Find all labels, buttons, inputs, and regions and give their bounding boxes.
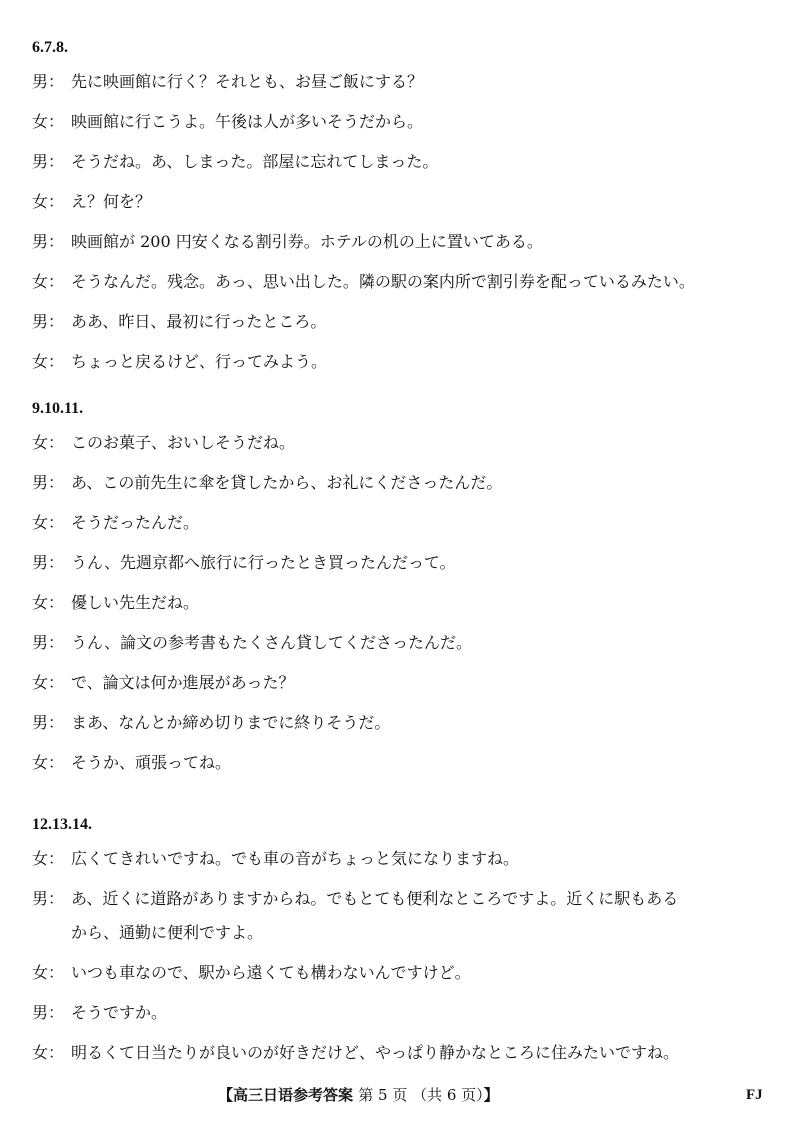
dialogue-line [32, 192, 772, 212]
speaker-label: 男： [32, 312, 65, 331]
speaker-label: 女： [32, 513, 65, 532]
speaker-label: 女： [32, 753, 65, 772]
footer-open: 【高三日语参考答案 [218, 1086, 354, 1104]
dialogue-section-12-13-14 [32, 814, 772, 1083]
speaker-label: 女： [32, 272, 65, 291]
speaker-label: 女： [32, 593, 65, 612]
dialogue-line-continuation [32, 923, 772, 943]
dialogue-line [32, 633, 772, 653]
dialogue-line [32, 352, 772, 372]
line-text: え？何を？ [71, 192, 152, 211]
dialogue-line [32, 433, 772, 453]
line-text: 広くてきれいですね。でも車の音がちょっと気になりますね。 [71, 849, 520, 868]
footer-code: FJ [746, 1087, 763, 1103]
speaker-label: 男： [32, 713, 65, 732]
line-text: で、論文は何か進展があった？ [71, 673, 295, 692]
speaker-label: 女： [32, 963, 65, 982]
line-text: うん、先週京都へ旅行に行ったとき買ったんだって。 [71, 553, 456, 572]
dialogue-line [32, 473, 772, 493]
speaker-label: 男： [32, 633, 65, 652]
dialogue-line [32, 1043, 772, 1063]
line-text: 先に映画館に行く？それとも、お昼ご飯にする？ [71, 72, 424, 91]
speaker-label: 女： [32, 433, 65, 452]
speaker-label: 女： [32, 849, 65, 868]
dialogue-line [32, 112, 772, 132]
speaker-label: 男： [32, 473, 65, 492]
line-text: そうなんだ。残念。あっ、思い出した。隣の駅の案内所で割引券を配っているみたい。 [71, 272, 695, 291]
speaker-label: 女： [32, 112, 65, 131]
dialogue-line [32, 713, 772, 733]
dialogue-line [32, 593, 772, 613]
dialogue-line [32, 232, 772, 252]
dialogue-line [32, 312, 772, 332]
line-text: そうか、頑張ってね。 [71, 753, 232, 772]
footer-close: 】 [483, 1086, 499, 1104]
dialogue-line [32, 1003, 772, 1023]
dialogue-section-9-10-11 [32, 398, 772, 793]
dialogue-line [32, 152, 772, 172]
speaker-label: 男： [32, 553, 65, 572]
dialogue-line [32, 849, 772, 869]
dialogue-line [32, 553, 772, 573]
line-text: 映画館に行こうよ。午後は人が多いそうだから。 [71, 112, 424, 131]
speaker-label: 男： [32, 152, 65, 171]
section-heading: 6.7.8. [32, 39, 68, 56]
line-text: 優しい先生だね。 [71, 593, 200, 612]
speaker-label: 男： [32, 72, 65, 91]
dialogue-line [32, 513, 772, 533]
line-text: いつも車なので、駅から遠くても構わないんですけど。 [71, 963, 471, 982]
line-text: このお菓子、おいしそうだね。 [71, 433, 296, 452]
dialogue-section-6-7-8 [32, 37, 772, 392]
footer-page-info: 第 5 页 （共 6 页） [358, 1086, 484, 1104]
line-text: そうだったんだ。 [71, 513, 200, 532]
section-heading: 12.13.14. [32, 816, 92, 833]
line-text: 明るくて日当たりが良いのが好きだけど、やっぱり静かなところに住みたいですね。 [71, 1043, 680, 1062]
speaker-label: 男： [32, 1003, 65, 1022]
speaker-label: 女： [32, 352, 65, 371]
line-text: そうですか。 [71, 1003, 168, 1022]
line-text: から、通勤に便利ですよ。 [71, 923, 264, 942]
line-text: まあ、なんとか締め切りまでに終りそうだ。 [71, 713, 391, 732]
speaker-label: 男： [32, 889, 65, 908]
dialogue-line [32, 889, 772, 909]
footer-title [218, 1084, 499, 1106]
speaker-label: 女： [32, 1043, 65, 1062]
speaker-label: 男： [32, 232, 65, 251]
section-heading: 9.10.11. [32, 400, 84, 417]
dialogue-line [32, 272, 772, 292]
line-text: ああ、昨日、最初に行ったところ。 [71, 312, 327, 331]
line-text: ちょっと戻るけど、行ってみよう。 [71, 352, 328, 371]
line-text: あ、この前先生に傘を貸したから、お礼にくださったんだ。 [71, 473, 503, 492]
speaker-label: 女： [32, 673, 65, 692]
dialogue-line [32, 72, 772, 92]
dialogue-line [32, 673, 772, 693]
line-text: 映画館が 200 円安くなる割引券。ホテルの机の上に置いてある。 [71, 232, 543, 251]
line-text: あ、近くに道路がありますからね。でもとても便利なところですよ。近くに駅もある [71, 889, 679, 908]
dialogue-line [32, 963, 772, 983]
speaker-label: 女： [32, 192, 65, 211]
line-text: うん、論文の参考書もたくさん貸してくださったんだ。 [71, 633, 472, 652]
dialogue-line [32, 753, 772, 773]
line-text: そうだね。あ、しまった。部屋に忘れてしまった。 [71, 152, 439, 171]
